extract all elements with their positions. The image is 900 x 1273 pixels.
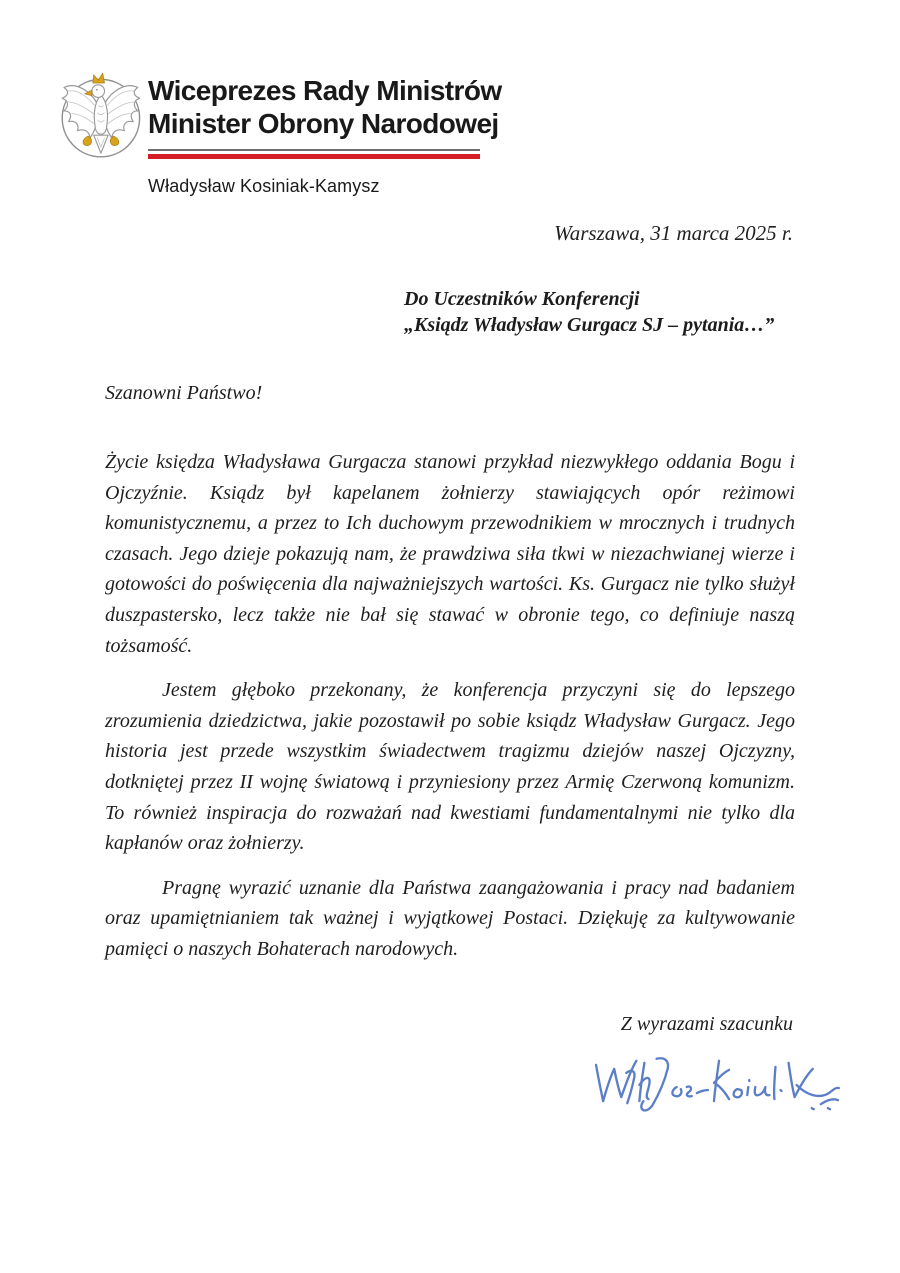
- letter-body: [105, 447, 795, 965]
- dateline: Warszawa, 31 marca 2025 r.: [554, 221, 793, 245]
- addressee-block: [404, 286, 774, 338]
- addressee-line1: Do Uczestników Konferencji: [404, 288, 640, 310]
- red-stripe: [148, 154, 480, 159]
- military-eagle-logo-icon: [55, 64, 145, 165]
- body-paragraph: Życie księdza Władysława Gurgacza stanowi przykład niezwykłego oddania Bogu i Ojczyźnie. Ksiądz był kapelanem żołnierzy stawiających opór reżimowi komunistycznemu, a przez to Ich duchowym przewodnikiem w mrocznych i trudnych czasach. Jego dzieje pokazują nam, że prawdziwa siła tkwi w niezachwianej wierze i gotowości do poświęcenia dla najważniejszych wartości. Ks. Gurgacz nie tylko służył duszpastersko, lecz także nie bał się stawać w obronie tego, co definiuje naszą tożsamość.: [105, 451, 795, 657]
- body-paragraph: Jestem głęboko przekonany, że konferencja przyczyni się do lepszego zrozumienia dziedzictwa, jakie pozostawił po sobie ksiądz Władysław Gurgacz. Jego historia jest przede wszystkim świadectwem tragizmu dziejów naszej Ojczyzny, dotkniętej przez II wojnę światową i przyniesiony przez Armię Czerwoną komunizm. To również inspiracja do rozważań nad kwestiami fundamentalnymi nie tylko dla kapłanów oraz żołnierzy.: [105, 679, 795, 855]
- header-rule: [148, 149, 480, 159]
- closing-phrase: Z wyrazami szacunku: [620, 1013, 793, 1035]
- header-title-line2: Minister Obrony Narodowej: [148, 108, 499, 139]
- signature-image: [590, 1048, 842, 1118]
- salutation: Szanowni Państwo!: [105, 382, 263, 404]
- letterhead: [148, 74, 502, 159]
- minister-name: Władysław Kosiniak-Kamysz: [148, 176, 380, 196]
- addressee-line2: „Ksiądz Władysław Gurgacz SJ – pytania…”: [404, 314, 775, 336]
- body-paragraph: Pragnę wyrazić uznanie dla Państwa zaangażowania i pracy nad badaniem oraz upamiętnianiem tak ważnej i wyjątkowej Postaci. Dziękuję za kultywowanie pamięci o naszych Bohaterach narodowych.: [105, 876, 795, 960]
- header-title-line1: Wiceprezes Rady Ministrów: [148, 75, 502, 106]
